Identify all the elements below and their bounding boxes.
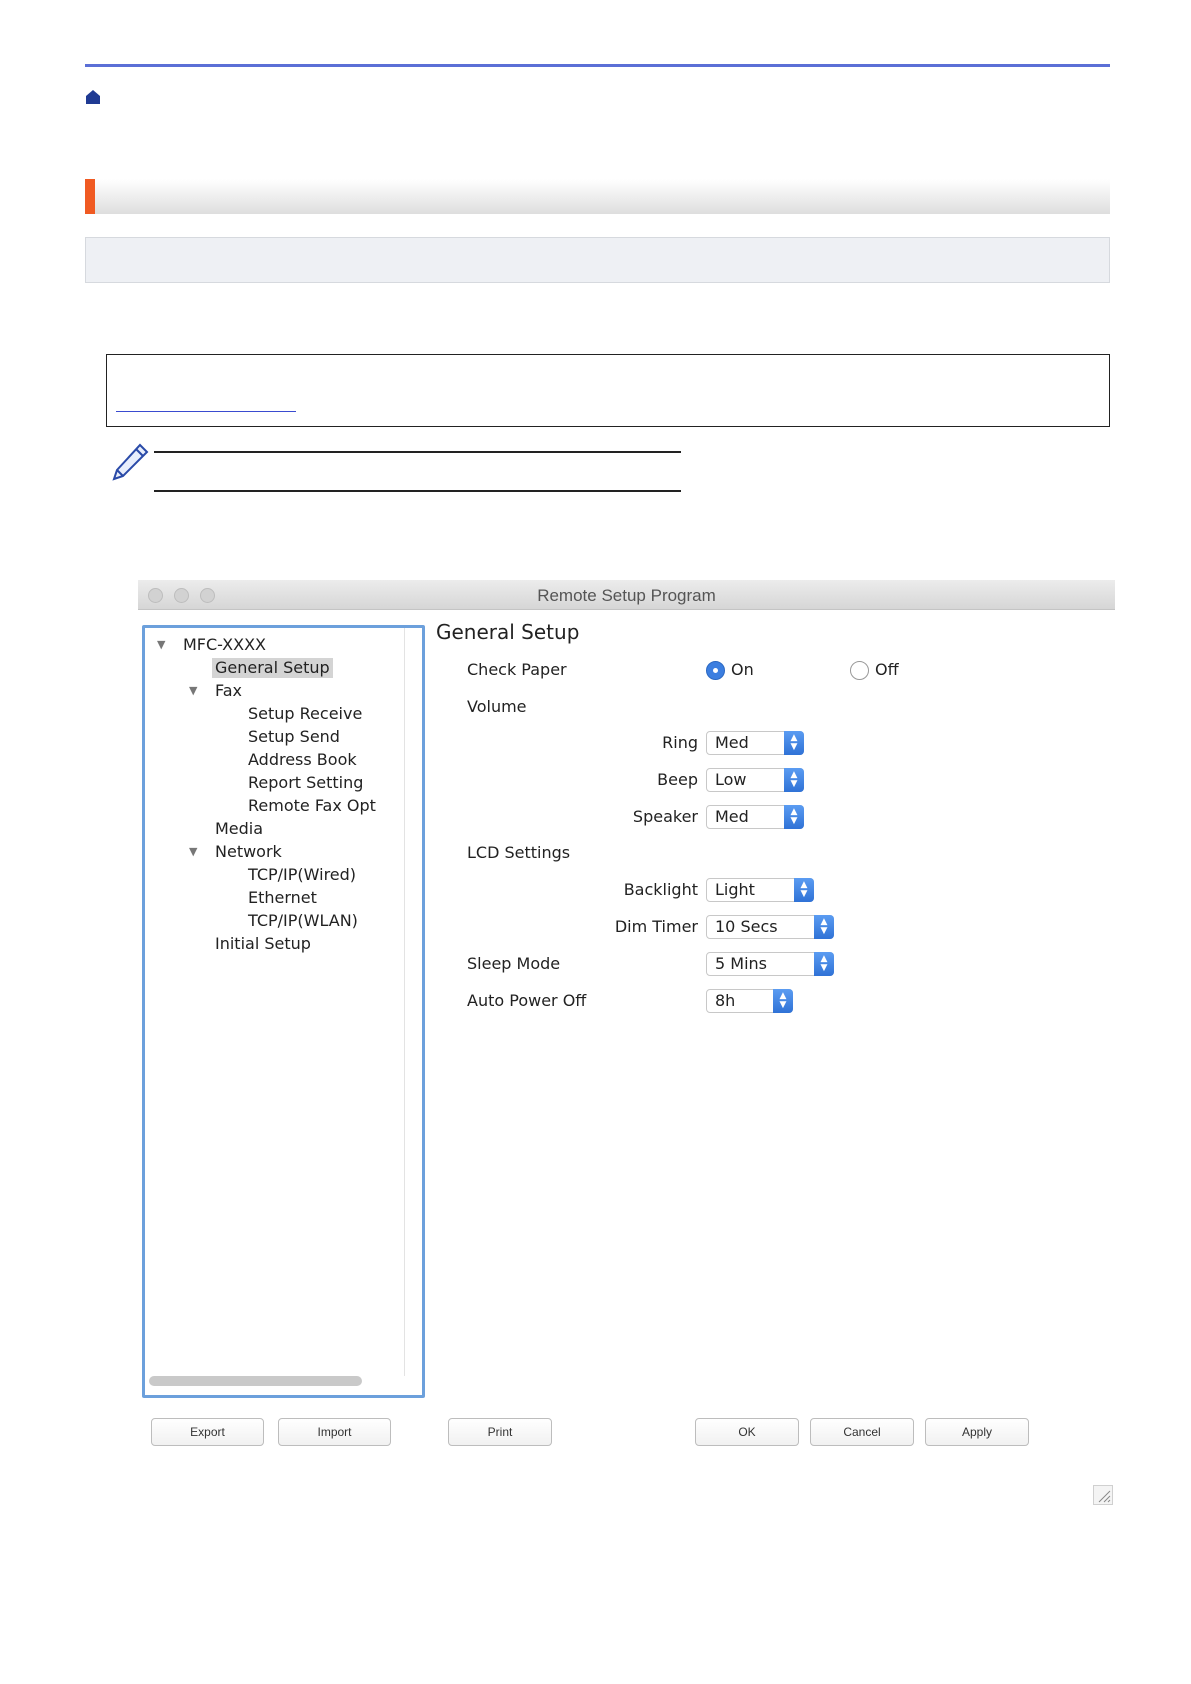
- grey-band: [85, 237, 1110, 283]
- sleep-mode-select[interactable]: [706, 952, 834, 976]
- dim-timer-label: Dim Timer: [614, 917, 698, 936]
- check-paper-off-radio[interactable]: [850, 661, 869, 680]
- backlight-label: Backlight: [623, 880, 698, 899]
- speaker-select[interactable]: [706, 805, 804, 829]
- backlight-select[interactable]: [706, 878, 814, 902]
- top-rule: [85, 64, 1110, 67]
- section-header-bar: [85, 179, 1110, 214]
- tree-item-initial-setup[interactable]: Initial Setup: [215, 934, 311, 953]
- cancel-button[interactable]: Cancel: [810, 1418, 914, 1446]
- section-accent: [85, 179, 95, 214]
- select-stepper-icon: ▲ ▼: [784, 731, 804, 755]
- panel-title: General Setup: [436, 620, 580, 644]
- tree-item-media[interactable]: Media: [215, 819, 264, 838]
- check-paper-on-radio[interactable]: [706, 661, 725, 680]
- ok-button[interactable]: OK: [695, 1418, 799, 1446]
- select-stepper-icon: ▲ ▼: [814, 915, 834, 939]
- select-stepper-icon: ▲ ▼: [784, 805, 804, 829]
- beep-select[interactable]: [706, 768, 804, 792]
- tree-item-general-setup[interactable]: General Setup: [212, 658, 333, 678]
- beep-value: Low: [715, 770, 747, 789]
- note-rule-top: [154, 451, 681, 453]
- sleep-mode-value: 5 Mins: [715, 954, 767, 973]
- check-paper-label: Check Paper: [467, 660, 567, 679]
- dim-timer-value: 10 Secs: [715, 917, 778, 936]
- sleep-mode-label: Sleep Mode: [467, 954, 561, 973]
- settings-tree[interactable]: [142, 625, 425, 1398]
- select-stepper-icon: ▲ ▼: [784, 768, 804, 792]
- auto-power-off-label: Auto Power Off: [467, 991, 587, 1010]
- tree-item-tcpip-wired[interactable]: TCP/IP(Wired): [248, 865, 357, 884]
- dim-timer-select[interactable]: [706, 915, 834, 939]
- home-icon[interactable]: [85, 89, 101, 105]
- import-button[interactable]: Import: [278, 1418, 391, 1446]
- lcd-settings-label: LCD Settings: [467, 843, 571, 862]
- tree-item-setup-receive[interactable]: Setup Receive: [248, 704, 363, 723]
- tree-item-remote-fax-opt[interactable]: Remote Fax Opt: [248, 796, 376, 815]
- window-title: Remote Setup Program: [537, 586, 716, 605]
- select-stepper-icon: ▲ ▼: [814, 952, 834, 976]
- tree-item-ethernet[interactable]: Ethernet: [248, 888, 317, 907]
- tree-item-address-book[interactable]: Address Book: [248, 750, 357, 769]
- resize-grip-icon[interactable]: [1093, 1485, 1113, 1505]
- pencil-icon: [110, 442, 150, 482]
- tree-scroll-edge: [404, 628, 405, 1376]
- volume-label: Volume: [467, 697, 527, 716]
- tree-item-setup-send[interactable]: Setup Send: [248, 727, 340, 746]
- export-button[interactable]: Export: [151, 1418, 264, 1446]
- beep-label: Beep: [657, 770, 698, 789]
- disclosure-triangle-icon[interactable]: ▼: [189, 684, 198, 697]
- check-paper-off-label: Off: [875, 660, 899, 679]
- ring-label: Ring: [662, 733, 698, 752]
- window-titlebar: [138, 580, 1115, 610]
- disclosure-triangle-icon[interactable]: ▼: [157, 638, 166, 651]
- related-info-box: [106, 354, 1110, 427]
- note-rule-bottom: [154, 490, 681, 492]
- print-button[interactable]: Print: [448, 1418, 552, 1446]
- select-stepper-icon: ▲ ▼: [773, 989, 793, 1013]
- ring-value: Med: [715, 733, 749, 752]
- tree-root[interactable]: MFC-XXXX: [183, 635, 266, 654]
- check-paper-on-label: On: [731, 660, 754, 679]
- auto-power-off-select[interactable]: [706, 989, 793, 1013]
- speaker-value: Med: [715, 807, 749, 826]
- related-link[interactable]: [116, 411, 296, 412]
- ring-select[interactable]: [706, 731, 804, 755]
- tree-item-report-setting[interactable]: Report Setting: [248, 773, 364, 792]
- backlight-value: Light: [715, 880, 755, 899]
- speaker-label: Speaker: [632, 807, 698, 826]
- tree-item-network[interactable]: Network: [215, 842, 282, 861]
- auto-power-off-value: 8h: [715, 991, 736, 1010]
- tree-item-fax[interactable]: Fax: [215, 681, 243, 700]
- remote-setup-window: [138, 580, 1115, 1510]
- tree-item-tcpip-wlan[interactable]: TCP/IP(WLAN): [248, 911, 358, 930]
- disclosure-triangle-icon[interactable]: ▼: [189, 845, 198, 858]
- apply-button[interactable]: Apply: [925, 1418, 1029, 1446]
- horizontal-scrollbar[interactable]: [149, 1376, 362, 1386]
- select-stepper-icon: ▲ ▼: [794, 878, 814, 902]
